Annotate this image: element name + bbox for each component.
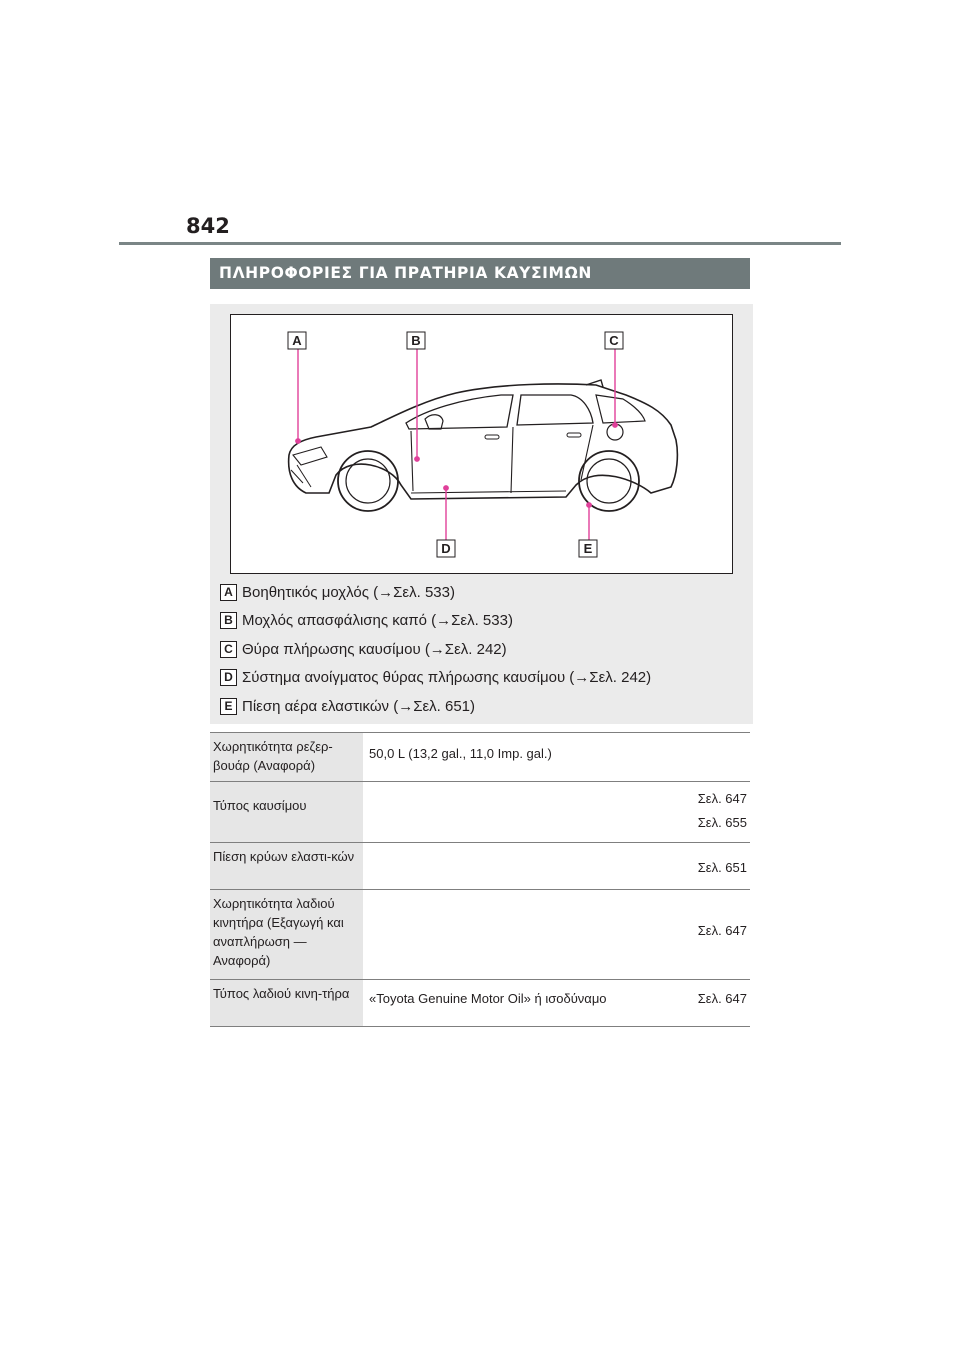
legend-letter: A bbox=[220, 584, 237, 601]
row-refs bbox=[683, 980, 750, 1027]
side-mirror bbox=[425, 415, 443, 429]
front-wheel bbox=[338, 451, 398, 511]
legend-text: Βοηθητικός μοχλός (→Σελ. 533) bbox=[242, 583, 455, 601]
car-side-view-diagram bbox=[231, 315, 732, 573]
row-label: Πίεση κρύων ελαστι-κών bbox=[210, 843, 363, 890]
page-reference: Σελ. 647 bbox=[697, 791, 747, 806]
row-refs bbox=[683, 890, 750, 980]
front-window bbox=[406, 395, 513, 429]
callout-c: C bbox=[609, 333, 619, 348]
page-reference: Σελ. 647 bbox=[697, 991, 747, 1006]
table-row bbox=[210, 782, 750, 843]
page-reference: Σελ. 655 bbox=[697, 815, 747, 830]
rear-door-handle bbox=[567, 433, 581, 437]
table-row bbox=[210, 733, 750, 782]
legend-item-a bbox=[220, 582, 455, 602]
rear-window bbox=[517, 395, 593, 425]
side-sill bbox=[411, 491, 566, 493]
page-reference: Σελ. 651 bbox=[697, 860, 747, 875]
legend-item-d bbox=[220, 667, 651, 687]
row-label: Χωρητικότητα ρεζερ-βουάρ (Αναφορά) bbox=[210, 733, 363, 782]
row-label: Χωρητικότητα λαδιού κινητήρα (Εξαγωγή και αναπλήρωση — Αναφορά) bbox=[210, 890, 363, 980]
row-label: Τύπος λαδιού κινη-τήρα bbox=[210, 980, 363, 1027]
legend-text: Σύστημα ανοίγματος θύρας πλήρωσης καυσίμου (→Σελ. 242) bbox=[242, 668, 652, 686]
headlight bbox=[293, 447, 327, 465]
callout-b: B bbox=[411, 333, 421, 348]
row-refs bbox=[683, 782, 750, 843]
legend-text: Μοχλός απασφάλισης καπό (→Σελ. 533) bbox=[242, 611, 513, 629]
car-illustration bbox=[230, 314, 733, 574]
fuel-spec-table bbox=[210, 732, 750, 1027]
door-lines bbox=[411, 425, 593, 493]
row-label: Τύπος καυσίμου bbox=[210, 782, 363, 843]
legend-letter: D bbox=[220, 669, 237, 686]
legend-letter: E bbox=[220, 698, 237, 715]
page-reference: Σελ. 647 bbox=[697, 923, 747, 938]
callout-a: A bbox=[292, 333, 302, 348]
legend-text: Πίεση αέρα ελαστικών (→Σελ. 651) bbox=[242, 697, 476, 715]
top-rule bbox=[119, 242, 841, 245]
row-value bbox=[363, 782, 683, 843]
row-value: «Toyota Genuine Motor Oil» ή ισοδύναμο bbox=[363, 980, 683, 1027]
table-row bbox=[210, 890, 750, 980]
callout-e: E bbox=[583, 541, 593, 556]
row-value bbox=[363, 890, 683, 980]
front-door-handle bbox=[485, 435, 499, 439]
legend-text: Θύρα πλήρωσης καυσίμου (→Σελ. 242) bbox=[242, 640, 507, 658]
legend-item-e bbox=[220, 696, 475, 716]
callout-d: D bbox=[441, 541, 451, 556]
row-value bbox=[363, 843, 683, 890]
legend-letter: B bbox=[220, 612, 237, 629]
row-refs bbox=[683, 843, 750, 890]
row-value: 50,0 L (13,2 gal., 11,0 Imp. gal.) bbox=[363, 733, 683, 782]
section-title: ΠΛΗΡΟΦΟΡΙΕΣ ΓΙΑ ΠΡΑΤΗΡΙΑ ΚΑΥΣΙΜΩΝ bbox=[210, 258, 750, 289]
legend-item-b bbox=[220, 610, 513, 630]
page-number: 842 bbox=[186, 214, 230, 238]
car-body-outline bbox=[289, 384, 678, 499]
row-refs bbox=[683, 733, 750, 782]
figure-panel bbox=[210, 304, 753, 724]
legend-item-c bbox=[220, 639, 507, 659]
table-row bbox=[210, 980, 750, 1027]
table-row bbox=[210, 843, 750, 890]
legend-letter: C bbox=[220, 641, 237, 658]
